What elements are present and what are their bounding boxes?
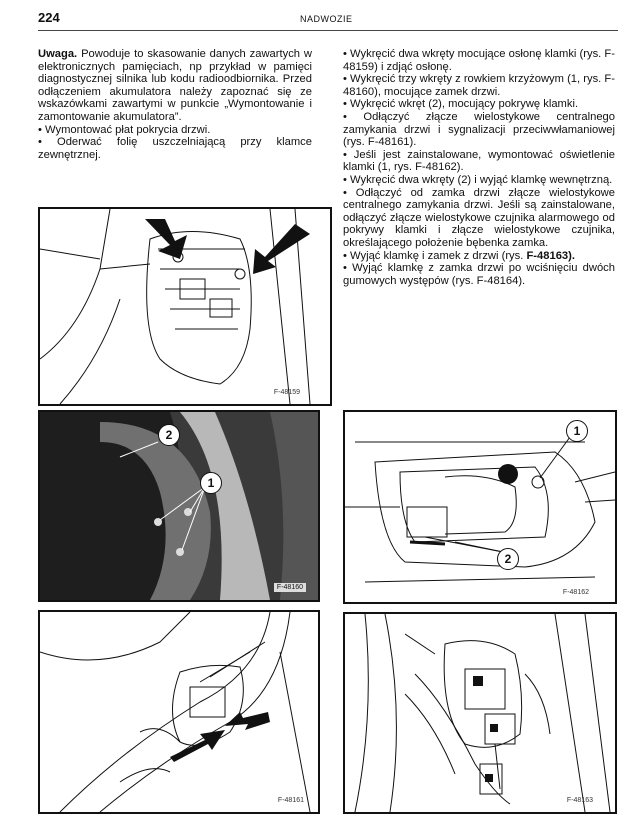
figure-f48160 [38,410,320,602]
step-handle-light: • Jeśli jest zainstalowane, wymontować oświetlenie klamki (1, rys. F-48162). [343,148,615,174]
note-paragraph [38,48,312,124]
step-remove-handle-lock: • Wyjąć klamkę i zamek z drzwi (rys. F-48163). [343,249,575,262]
callout-2: 2 [158,424,180,446]
figure-f48159 [38,207,332,406]
door-lock-screws-photo [40,412,318,600]
running-header: NADWOZIE [300,14,353,24]
door-handle-cover-drawing [40,209,330,404]
step-remove-door-trim: • Wymontować płat pokrycia drzwi. [38,123,211,136]
callout-1: 1 [200,472,222,494]
figure-label: F-48160 [274,583,306,592]
right-text-column [343,48,615,287]
step-disconnect-connector: • Odłączyć złącze wielostykowe centralnego zamykania drzwi i sygnalizacji przeciwwłamaniowej (rys. F-48161). [343,110,615,149]
step-lock-screws: • Wykręcić trzy wkręty z rowkiem krzyżowym (1, rys. F-48160), mocujące zamek drzwi. [343,73,615,98]
callout-1: 1 [566,420,588,442]
step-separate-handle: • Wyjąć klamkę z zamka drzwi po wciśnięciu dwóch gumowych występów (rys. F-48164). [343,262,615,287]
callout-2: 2 [497,548,519,570]
figure-label: F-48162 [562,589,589,596]
figure-label: F-48159 [273,389,300,396]
handle-lock-removal-drawing [345,614,615,812]
figure-label: F-48161 [277,797,304,804]
header-rule [38,30,618,31]
figure-f48161 [38,610,320,814]
note-label: Uwaga. [38,48,78,60]
figure-label: F-48163 [566,797,593,804]
step-peel-foil: • Oderwać folię uszczelniającą przy klamce zewnętrznej. [38,136,312,161]
step-lock-connectors: • Odłączyć od zamka drzwi złącze wielostykowe centralnego zamykania drzwi. Jeśli są zainstalowane, odłączyć złącze wielostykowe czujnika alarmowego od pokrywy klamki i złącze wielostykowe czujnika, określającego położenie bębenka zamka. [343,186,615,249]
step-handle-cover-screws: • Wykręcić dwa wkręty mocujące osłonę klamki (rys. F-48159) i zdjąć osłonę. [343,48,615,73]
note-text: Powoduje to skasowanie danych zawartych w elektronicznych pamięciach, np przykład w pamięci diagnostycznej silnika lub kodu radioodbiornika. Przed odłączeniem akumulatora należy zapoznać się ze wskazówkami zawartymi w punkcie „Wymontowanie i zamontowanie akumulatora”. [38,48,312,123]
page-number: 224 [38,10,60,25]
connector-disconnect-drawing [40,612,318,812]
left-text-column [38,48,312,161]
figure-f48162 [343,410,617,604]
step-cover-screw: • Wykręcić wkręt (2), mocujący pokrywę klamki. [343,98,579,111]
step-inner-handle: • Wykręcić dwa wkręty (2) i wyjąć klamkę wewnętrzną. [343,173,613,186]
figure-f48163 [343,612,617,814]
